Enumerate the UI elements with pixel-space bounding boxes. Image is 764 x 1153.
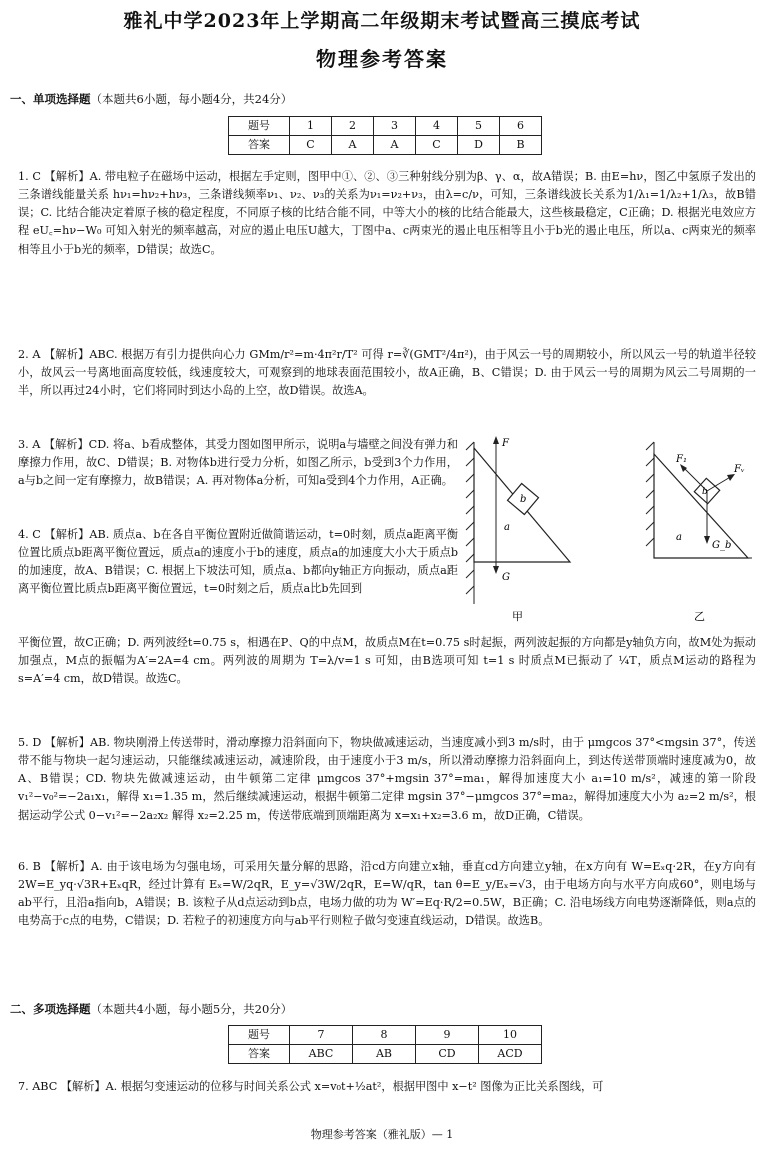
table-cell: 9 bbox=[416, 1026, 479, 1045]
label-G: G bbox=[502, 572, 510, 583]
wall-hatching bbox=[646, 442, 654, 558]
table-cell: C bbox=[290, 136, 332, 155]
answer-q2: 2. A 【解析】ABC. 根据万有引力提供向心力 GMm/r²=m·4π²r/T² 可得 r=∛(GMT²/4π²)，由于风云一号的周期较小，所以风云一号的轨道半径较小，故风云一号离地面高度较低，线速度较大，可观察到的地球表面范围较小，故A正确，B、C错误；D. 由于风云一号的周期为风云二号周期的一半，所以再过24小时，它们将同时到达小岛的上空，故D错误。故选A。 bbox=[18, 348, 756, 398]
answer-q4-part2: 平衡位置，故C正确；D. 两列波经t=0.75 s，相遇在P、Q的中点M，故质点M在t=0.75 s时起振，两列波起振的方向都是y轴负方向，故M处为振动加强点，M点的振幅为A′=2A=4 cm。两列波的周期为 T=λ/v=1 s 可知，由B选项可知 t=1 s 时质点M已振动了 ¼T，质点M运动的路程为 s=A′=4 cm，故D错误。故选C。 bbox=[18, 636, 756, 686]
table-cell: ABC bbox=[290, 1045, 353, 1064]
answer-q4-part1: 4. C 【解析】AB. 质点a、b在各自平衡位置附近做简谐运动，t=0时刻，质点a距离平衡位置比质点b距离平衡位置远，质点a的速度小于b的速度，质点a的加速度大小大于质点b的加速度，故A、B错误；C. 根据上下坡法可知，质点a、b都向y轴正方向振动，质点a距离平衡位置比质点b距离平衡位置远，t=0时刻之后，质点a比b先回到 bbox=[18, 528, 458, 596]
table-cell: CD bbox=[416, 1045, 479, 1064]
wall-hatching bbox=[466, 442, 474, 604]
label-a: a bbox=[676, 532, 682, 543]
table-cell: AB bbox=[353, 1045, 416, 1064]
figure-yi-force-diagram bbox=[636, 436, 758, 626]
table-label-question: 题号 bbox=[229, 117, 290, 136]
answer-table-multi bbox=[228, 1025, 542, 1064]
caption-jia: 甲 bbox=[512, 610, 523, 623]
answer-q5: 5. D 【解析】AB. 物块刚滑上传送带时，滑动摩擦力沿斜面向下，物块做减速运动，当速度减小到3 m/s时，由于 μmgcos 37°<mgsin 37°，传送带不能与物块一起匀速运动，只能继续减速运动，减速阶段，由于速度小于3 m/s，所以滑动摩擦力沿斜面向上，到达传送带顶端时速度减为0，故A、B错误；CD. 物块先做减速运动，由牛顿第二定律 μmgcos 37°+mgsin 37°=ma₁，解得加速度大小 a₁=10 m/s²，减速的第一阶段 v₁²−v₀²=−2a₁x₁，解得 x₁=1.35 m，然后继续减速运动，根据牛顿第二定律 mgsin 37°−μmgcos 37°=ma₂，解得加速度大小为 a₂=2 m/s²，根据运动学公式 0−v₁²=−2a₂x₂ 解得 x₂=2.25 m，传送带底端到顶端距离为 x=x₁+x₂=3.6 m，故D正确，C错误。 bbox=[18, 736, 756, 822]
section-heading-single-choice: 一、单项选择题（本题共6小题，每小题4分，共24分） bbox=[10, 92, 293, 106]
table-cell: 10 bbox=[479, 1026, 542, 1045]
table-label-question: 题号 bbox=[229, 1026, 290, 1045]
table-cell: D bbox=[458, 136, 500, 155]
table-cell: A bbox=[374, 136, 416, 155]
section-heading-multi-choice: 二、多项选择题（本题共4小题，每小题5分，共20分） bbox=[10, 1002, 293, 1016]
answer-table-single bbox=[228, 116, 542, 155]
page-footer: 物理参考答案（雅礼版）— 1 bbox=[310, 1128, 454, 1141]
page-subtitle: 物理参考答案 bbox=[316, 47, 448, 71]
table-cell: 7 bbox=[290, 1026, 353, 1045]
table-cell: 2 bbox=[332, 117, 374, 136]
table-cell: 8 bbox=[353, 1026, 416, 1045]
answer-q3: 3. A 【解析】CD. 将a、b看成整体，其受力图如图甲所示，说明a与墙壁之间没有弹力和摩擦力作用，故C、D错误；B. 对物体b进行受力分析，如图乙所示，b受到3个力作用，a与b之间一定有摩擦力，故B错误；A. 再对物体a分析，可知a受到4个力作用，A正确。 bbox=[18, 438, 458, 488]
label-Gb: G_b bbox=[712, 540, 732, 551]
figure-jia-force-diagram bbox=[462, 436, 594, 626]
table-cell: 5 bbox=[458, 117, 500, 136]
label-b: b bbox=[520, 494, 527, 505]
table-cell: 4 bbox=[416, 117, 458, 136]
caption-yi: 乙 bbox=[694, 610, 705, 623]
label-a: a bbox=[504, 522, 510, 533]
table-label-answer: 答案 bbox=[229, 136, 290, 155]
table-cell: A bbox=[332, 136, 374, 155]
answer-q7: 7. ABC 【解析】A. 根据匀变速运动的位移与时间关系公式 x=v₀t+½at²，根据甲图中 x−t² 图像为正比关系图线，可 bbox=[18, 1080, 604, 1093]
answer-q6: 6. B 【解析】A. 由于该电场为匀强电场，可采用矢量分解的思路，沿cd方向建立x轴，垂直cd方向建立y轴，在x方向有 W=Eₓq·2R，在y方向有 2W=E_yq·√3R+EₓqR，经过计算有 Eₓ=W/2qR，E_y=√3W/2qR，E=W/qR，tan θ=E_y/Eₓ=√3，由于电场方向与水平方向成60°，则电场与ab平行，且沿a指向b，A错误；B. 该粒子从d点运动到b点，电场力做的功为 W′=Eq·R/2=0.5W，B正确；C. 沿电场线方向电势逐渐降低，则a点的电势高于c点的电势，C错误；D. 若粒子的初速度方向与ab平行则粒子做匀变速直线运动，D错误。故选B。 bbox=[18, 860, 756, 928]
table-cell: ACD bbox=[479, 1045, 542, 1064]
table-cell: C bbox=[416, 136, 458, 155]
table-cell: 1 bbox=[290, 117, 332, 136]
table-cell: 6 bbox=[500, 117, 542, 136]
answer-q1: 1. C 【解析】A. 带电粒子在磁场中运动，根据左手定则，图甲中①、②、③三种射线分别为β、γ、α，故A错误；B. 由E=hν，图乙中氢原子发出的三条谱线能量关系 hν₁=hν₂+hν₃，三条谱线频率ν₁、ν₂、ν₃的关系为ν₁=ν₂+ν₃，由λ=c/ν，可知，三条谱线波长关系为1/λ₁=1/λ₂+1/λ₃，故B错误；C. 比结合能决定着原子核的稳定程度，不同原子核的比结合能不同，中等大小的核的比结合能最大，这些核最稳定，C正确；D. 根据光电效应方程 eU꜀=hν−W₀ 可知入射光的频率越高，对应的遏止电压U越大，丁图中a、c两束光的遏止电压相等且小于b光的遏止电压，所以a、c两束光的频率相等且小于b光的频率，D错误；故选C。 bbox=[18, 170, 756, 256]
table-label-answer: 答案 bbox=[229, 1045, 290, 1064]
table-cell: B bbox=[500, 136, 542, 155]
label-F1: F₁ bbox=[676, 454, 687, 465]
table-cell: 3 bbox=[374, 117, 416, 136]
label-Fv: Fᵥ bbox=[734, 464, 745, 475]
label-b: b bbox=[702, 487, 708, 497]
page-title: 雅礼中学2023年上学期高二年级期末考试暨高三摸底考试 bbox=[123, 10, 641, 32]
label-F: F bbox=[502, 438, 509, 449]
